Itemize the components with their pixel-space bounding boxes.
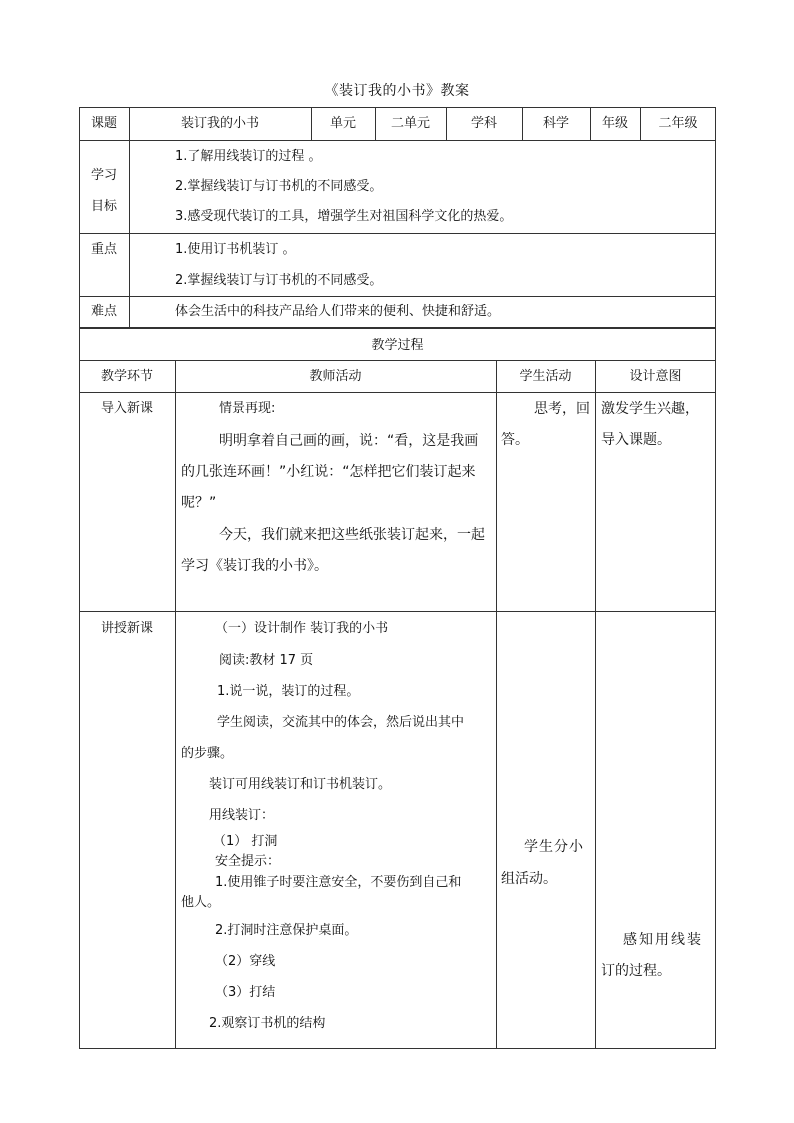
stage-intro: 导入新课 — [100, 401, 153, 416]
stage-lecture: 讲授新课 — [100, 621, 153, 636]
unit-value: 二单元 — [390, 116, 430, 131]
teacher-text: （3）打结 — [215, 985, 276, 1000]
column-header-intent: 设计意图 — [629, 369, 682, 384]
teacher-text: 阅读:教材 17 页 — [219, 653, 314, 668]
teacher-text: （一）设计制作 装订我的小书 — [215, 621, 389, 636]
teacher-text: （2）穿线 — [215, 954, 276, 969]
subject-label: 课题 — [90, 116, 117, 131]
key-points-label: 重点 — [90, 242, 117, 257]
teacher-text: 2.打洞时注意保护桌面。 — [215, 923, 358, 938]
goals-label — [79, 160, 129, 222]
goal-item: 1.了解用线装订的过程 。 — [175, 149, 322, 164]
design-intent: 感知用线装 — [623, 932, 703, 948]
teacher-text: （1） 打洞 — [213, 834, 278, 849]
design-intent: 订的过程。 — [601, 963, 671, 979]
subject-value: 装订我的小书 — [180, 116, 259, 131]
discipline-value: 科学 — [542, 116, 569, 131]
teacher-text: 今天，我们就来把这些纸张装订起来，一起 — [219, 527, 485, 543]
goals-label-line: 目标 — [90, 199, 117, 214]
teacher-text: 学习《装订我的小书》。 — [181, 558, 328, 574]
difficulty-label: 难点 — [90, 304, 117, 319]
key-point-item: 2.掌握线装订与订书机的不同感受。 — [175, 273, 383, 288]
discipline-label: 学科 — [470, 116, 497, 131]
teacher-text: 情景再现: — [219, 401, 276, 416]
divider — [79, 233, 716, 234]
process-header: 教学过程 — [371, 338, 424, 353]
teacher-text: 1.使用锥子时要注意安全，不要伤到自己和 — [215, 875, 462, 890]
goal-item: 3.感受现代装订的工具，增强学生对祖国科学文化的热爱。 — [175, 209, 513, 224]
teacher-text: 呢？” — [181, 495, 217, 511]
goal-item: 2.掌握线装订与订书机的不同感受。 — [175, 179, 383, 194]
teacher-text: 他人。 — [181, 895, 221, 910]
grade-value: 二年级 — [658, 116, 698, 131]
divider — [79, 296, 716, 297]
teacher-text: 安全提示： — [215, 854, 281, 869]
column-header-teacher: 教师活动 — [309, 369, 362, 384]
divider — [496, 360, 497, 1049]
teacher-text: 装订可用线装订和订书机装订。 — [209, 777, 392, 792]
column-header-stage: 教学环节 — [100, 369, 153, 384]
student-activity: 学生分小 — [524, 839, 584, 855]
divider — [79, 140, 716, 141]
difficulty-text: 体会生活中的科技产品给人们带来的便利、快捷和舒适。 — [175, 304, 501, 319]
design-intent: 激发学生兴趣， — [601, 401, 699, 417]
student-activity: 组活动。 — [501, 871, 557, 887]
student-activity: 思考，回 — [534, 401, 590, 417]
divider — [595, 360, 596, 1049]
unit-label: 单元 — [329, 116, 356, 131]
teacher-text: 的几张连环画！”小红说：“怎样把它们装订起来 — [181, 464, 476, 480]
key-point-item: 1.使用订书机装订 。 — [175, 242, 296, 257]
divider — [175, 360, 176, 1049]
student-activity: 答。 — [501, 432, 529, 448]
goals-label-line: 学习 — [90, 168, 117, 183]
teacher-text: 明明拿着自己画的画，说：“看，这是我画 — [219, 433, 479, 449]
design-intent: 导入课题。 — [601, 432, 671, 448]
document-title: 《装订我的小书》教案 — [324, 83, 470, 99]
grade-label: 年级 — [601, 116, 628, 131]
teacher-text: 2.观察订书机的结构 — [209, 1016, 326, 1031]
divider — [129, 107, 130, 328]
teacher-text: 学生阅读，交流其中的体会，然后说出其中 — [217, 715, 465, 730]
teacher-text: 用线装订： — [209, 808, 275, 823]
teacher-text: 1.说一说，装订的过程。 — [217, 684, 360, 699]
column-header-student: 学生活动 — [519, 369, 572, 384]
teacher-text: 的步骤。 — [181, 746, 234, 761]
